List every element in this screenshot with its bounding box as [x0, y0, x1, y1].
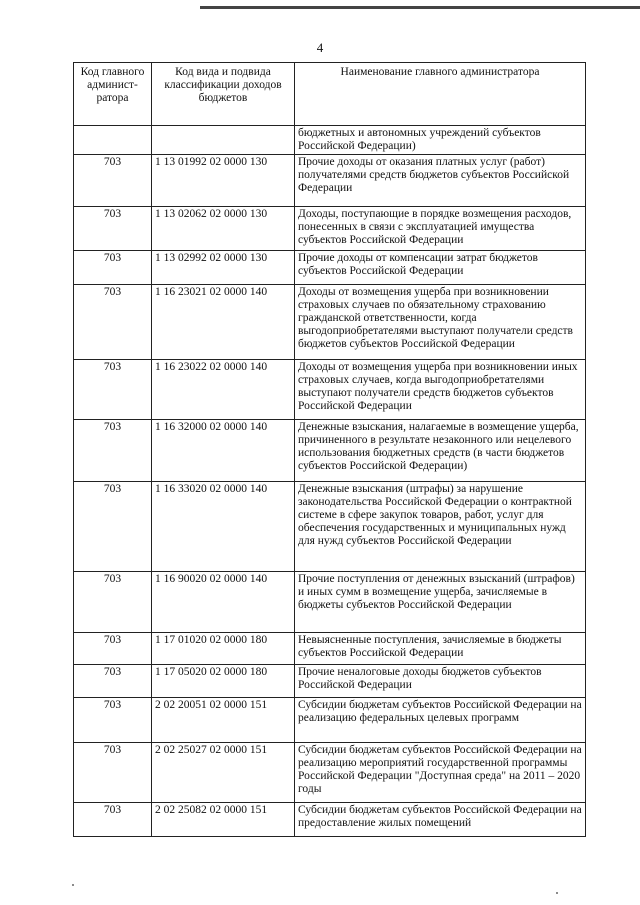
kbk-cell	[152, 126, 295, 155]
table-header-row	[74, 63, 586, 126]
kbk-cell: 1 17 01020 02 0000 180	[152, 633, 295, 665]
table-row	[74, 665, 586, 698]
table-row	[74, 155, 586, 207]
admin-code-cell: 703	[74, 743, 152, 803]
kbk-cell: 1 16 23022 02 0000 140	[152, 360, 295, 420]
kbk-cell: 1 16 33020 02 0000 140	[152, 482, 295, 572]
name-cell: бюджетных и автономных учреждений субъектов Российской Федерации)	[295, 126, 586, 155]
kbk-cell: 2 02 25082 02 0000 151	[152, 803, 295, 837]
admin-code-cell: 703	[74, 803, 152, 837]
kbk-cell: 1 13 01992 02 0000 130	[152, 155, 295, 207]
name-cell: Доходы, поступающие в порядке возмещения расходов, понесенных в связи с эксплуатацией имущества субъектов Российской Федерации	[295, 207, 586, 251]
kbk-cell: 2 02 25027 02 0000 151	[152, 743, 295, 803]
admin-code-cell: 703	[74, 665, 152, 698]
scan-edge-line	[200, 6, 640, 9]
name-cell: Денежные взыскания, налагаемые в возмещение ущерба, причиненного в результате незаконного или нецелевого использования бюджетных средств (в части бюджетов субъектов Российской Федерации)	[295, 420, 586, 482]
name-cell: Невыясненные поступления, зачисляемые в бюджеты субъектов Российской Федерации	[295, 633, 586, 665]
header-administrator-name: Наименование главного администратора	[295, 63, 586, 126]
admin-code-cell: 703	[74, 251, 152, 285]
admin-code-cell: 703	[74, 207, 152, 251]
kbk-cell: 1 17 05020 02 0000 180	[152, 665, 295, 698]
admin-code-cell: 703	[74, 572, 152, 633]
name-cell: Денежные взыскания (штрафы) за нарушение законодательства Российской Федерации о контрактной системе в сфере закупок товаров, работ, услуг для обеспечения государственных и муниципальных нужд для нужд субъектов Российской Федерации	[295, 482, 586, 572]
kbk-cell: 1 13 02062 02 0000 130	[152, 207, 295, 251]
table-row	[74, 285, 586, 360]
name-cell: Субсидии бюджетам субъектов Российской Федерации на реализацию федеральных целевых программ	[295, 698, 586, 743]
name-cell: Прочие доходы от компенсации затрат бюджетов субъектов Российской Федерации	[295, 251, 586, 285]
name-cell: Субсидии бюджетам субъектов Российской Федерации на реализацию мероприятий государственной программы Российской Федерации "Доступная среда" на 2011 – 2020 годы	[295, 743, 586, 803]
name-cell: Прочие неналоговые доходы бюджетов субъектов Российской Федерации	[295, 665, 586, 698]
table-row-continuation	[74, 126, 586, 155]
kbk-cell: 2 02 20051 02 0000 151	[152, 698, 295, 743]
name-cell: Субсидии бюджетам субъектов Российской Федерации на предоставление жилых помещений	[295, 803, 586, 837]
table-row	[74, 360, 586, 420]
admin-code-cell: 703	[74, 285, 152, 360]
table-row	[74, 572, 586, 633]
admin-code-cell: 703	[74, 360, 152, 420]
table-row	[74, 803, 586, 837]
admin-code-cell: 703	[74, 698, 152, 743]
table-row	[74, 633, 586, 665]
admin-code-cell	[74, 126, 152, 155]
admin-code-cell: 703	[74, 482, 152, 572]
scan-speck	[72, 884, 74, 886]
kbk-cell: 1 16 90020 02 0000 140	[152, 572, 295, 633]
revenue-administrators-table	[73, 62, 586, 837]
header-admin-code: Код главного админист-ратора	[74, 63, 152, 126]
table-row	[74, 743, 586, 803]
page-number: 4	[316, 40, 324, 55]
kbk-cell: 1 16 32000 02 0000 140	[152, 420, 295, 482]
table-row	[74, 420, 586, 482]
table-row	[74, 251, 586, 285]
kbk-cell: 1 13 02992 02 0000 130	[152, 251, 295, 285]
header-kbk: Код вида и подвида классификации доходов бюджетов	[152, 63, 295, 126]
admin-code-cell: 703	[74, 155, 152, 207]
admin-code-cell: 703	[74, 633, 152, 665]
table-row	[74, 698, 586, 743]
kbk-cell: 1 16 23021 02 0000 140	[152, 285, 295, 360]
name-cell: Доходы от возмещения ущерба при возникновении иных страховых случаев, когда выгодоприобретателями выступают получатели средств бюджетов субъектов Российской Федерации	[295, 360, 586, 420]
name-cell: Прочие поступления от денежных взысканий (штрафов) и иных сумм в возмещение ущерба, зачисляемые в бюджеты субъектов Российской Федерации	[295, 572, 586, 633]
table-row	[74, 482, 586, 572]
name-cell: Прочие доходы от оказания платных услуг (работ) получателями средств бюджетов субъектов Российской Федерации	[295, 155, 586, 207]
table-row	[74, 207, 586, 251]
admin-code-cell: 703	[74, 420, 152, 482]
scan-speck	[556, 892, 558, 894]
name-cell: Доходы от возмещения ущерба при возникновении страховых случаев по обязательному страхованию гражданской ответственности, когда выгодоприобретателями выступают получатели средств бюджетов субъектов Российской Федерации	[295, 285, 586, 360]
